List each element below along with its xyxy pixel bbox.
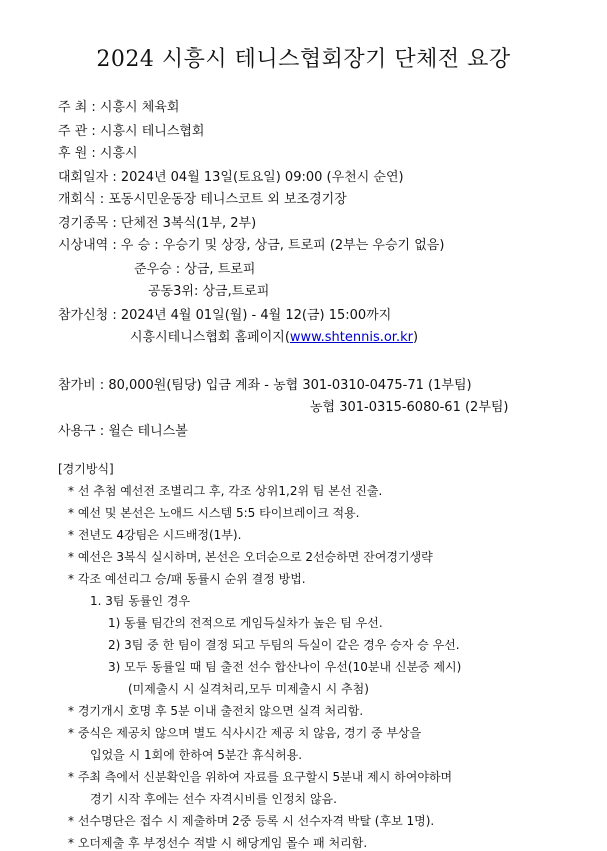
rule-bullet-5: * 각조 예선리그 승/패 동률시 순위 결정 방법. [68,572,306,586]
rule-bullet-2: * 예선 및 본선은 노애드 시스템 5:5 타이브레이크 적용. [68,506,360,520]
info-host: 주 최 : 시흥시 체육회 [58,100,180,115]
rule-bullet-10: * 오더제출 후 부정선수 적발 시 해당게임 몰수 패 처리함. [68,836,368,850]
info-fee-2: 농협 301-0315-6080-61 (2부팀) [310,400,509,415]
rule-bullet-3: * 전년도 4강팀은 시드배정(1부). [68,528,242,542]
rule-bullet-9: * 선수명단은 접수 시 제출하며 2중 등록 시 선수자격 박탈 (후보 1명). [68,814,435,828]
rule-sub-1: 1. 3팀 동률인 경우 [90,594,191,608]
rule-bullet-6: * 경기개시 호명 후 5분 이내 출전치 않으면 실격 처리함. [68,704,364,718]
info-apply-where [130,326,418,345]
info-organizer: 주 관 : 시흥시 테니스협회 [58,124,205,139]
apply-close-text: ) [412,330,419,345]
info-venue: 개회식 : 포동시민운동장 테니스코트 외 보조경기장 [58,192,347,207]
info-date: 대회일자 : 2024년 04월 13일(토요일) 09:00 (우천시 순연) [58,170,404,185]
info-ball: 사용구 : 윌슨 테니스볼 [58,424,188,439]
info-award-first: 시상내역 : 우 승 : 우승기 및 상장, 상금, 트로피 (2부는 우승기 없음) [58,238,445,253]
rule-bullet-7-cont: 입었을 시 1회에 한하여 5분간 휴식허용. [90,748,303,762]
page-title: 2024 시흥시 테니스협회장기 단체전 요강 [96,47,511,72]
rule-bullet-8-cont: 경기 시작 후에는 선수 자격시비를 인정치 않음. [90,792,337,806]
info-fee: 참가비 : 80,000원(팀당) 입금 계좌 - 농협 301-0310-0475-71 (1부팀) [58,378,472,393]
info-award-third: 공동3위: 상금,트로피 [148,284,270,299]
info-sponsor: 후 원 : 시흥시 [58,146,138,161]
info-award-second: 준우승 : 상금, 트로피 [134,262,256,277]
rule-bullet-4: * 예선은 3복식 실시하며, 본선은 오더순으로 2선승하면 잔여경기생략 [68,550,433,564]
rule-sub-1c: 3) 모두 동률일 때 팀 출전 선수 합산나이 우선(10분내 신분증 제시) [108,660,462,674]
homepage-link[interactable]: www.shtennis.or.kr [289,330,413,345]
rule-sub-1b: 2) 3팀 중 한 팀이 결정 되고 두팀의 득실이 같은 경우 승자 승 우선. [108,638,460,652]
rules-header: [경기방식] [58,462,114,476]
info-apply: 참가신청 : 2024년 4월 01일(월) - 4월 12(금) 15:00까지 [58,308,392,323]
rule-bullet-1: * 선 추첨 예선전 조별리그 후, 각조 상위1,2위 팀 본선 진출. [68,484,383,498]
info-event: 경기종목 : 단체전 3복식(1부, 2부) [58,216,257,231]
rule-sub-1c-note: (미제출시 시 실격처리,모두 미제출시 시 추첨) [128,682,369,696]
rule-sub-1a: 1) 동률 팀간의 전적으로 게임득실차가 높은 팀 우선. [108,616,383,630]
rule-bullet-8: * 주최 측에서 신분확인을 위하여 자료를 요구할시 5분내 제시 하여야하며 [68,770,453,784]
rule-bullet-7: * 중식은 제공치 않으며 별도 식사시간 제공 치 않음, 경기 중 부상을 [68,726,422,740]
apply-where-text: 시흥시테니스협회 홈페이지( [130,330,290,345]
